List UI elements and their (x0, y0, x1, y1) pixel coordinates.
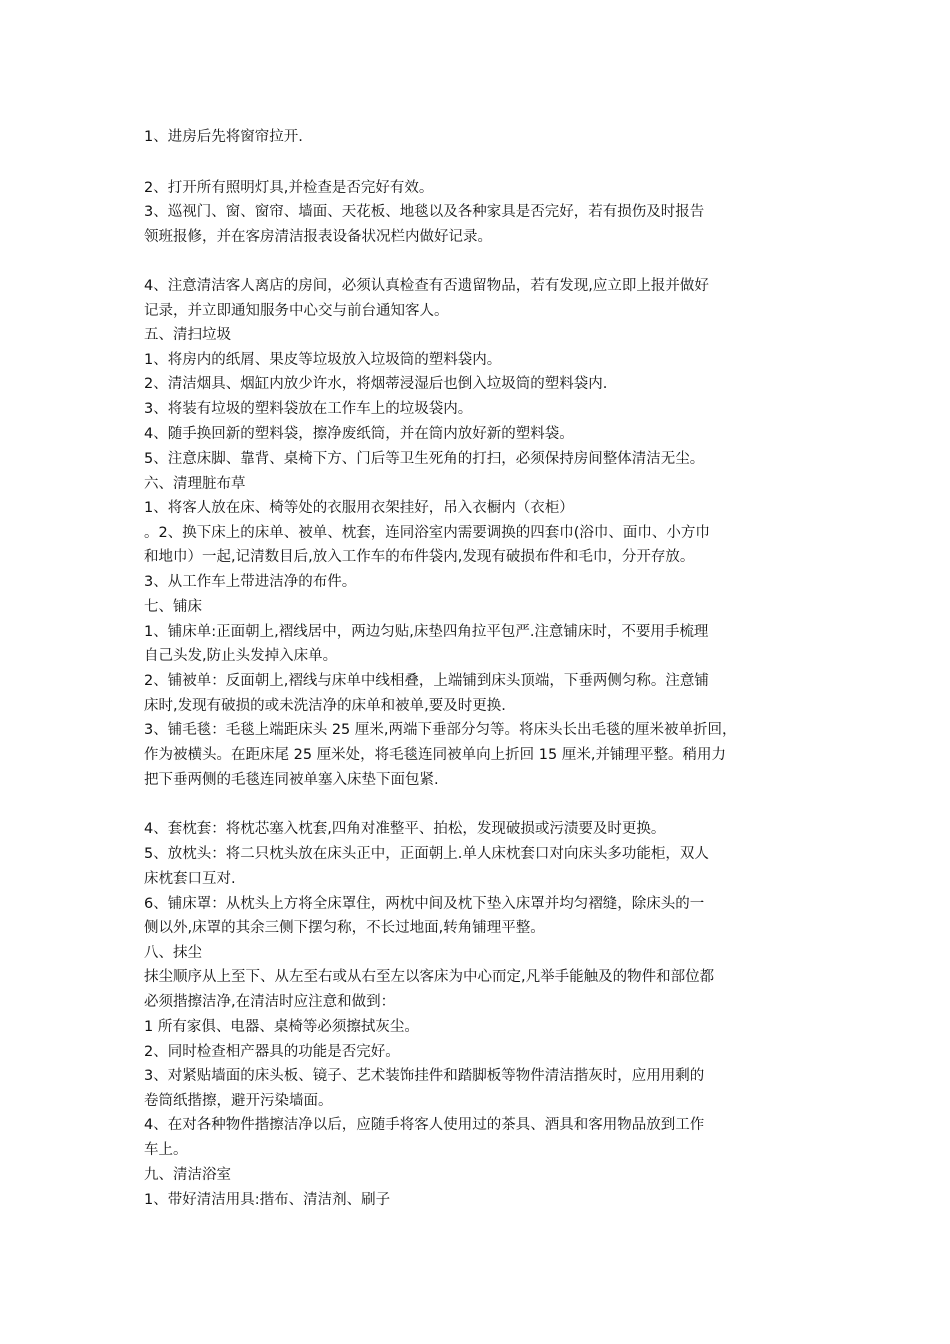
text-line: 抹尘顺序从上至下、从左至右或从右至左以客床为中心而定,凡举手能触及的物件和部位都 (144, 969, 715, 985)
text-line: 车上。 (144, 1142, 188, 1158)
text-line: 1、将客人放在床、椅等处的衣服用衣架挂好，吊入衣橱内（衣柜） (144, 500, 574, 516)
text-line: 2、打开所有照明灯具,并检查是否完好有效。 (144, 180, 434, 196)
text-line: 自己头发,防止头发掉入床单。 (144, 648, 338, 664)
text-line: 1 所有家俱、电器、桌椅等必须擦拭灰尘。 (144, 1019, 419, 1035)
text-line: 卷筒纸揩擦，避开污染墙面。 (144, 1093, 333, 1109)
text-line: 4、随手换回新的塑料袋，擦净废纸筒，并在筒内放好新的塑料袋。 (144, 426, 574, 442)
text-line: 把下垂两侧的毛毯连同被单塞入床垫下面包紧. (144, 772, 439, 788)
text-line: 4、套枕套：将枕芯塞入枕套,四角对准整平、拍松，发现破损或污渍要及时更换。 (144, 821, 666, 837)
text-line: 和地巾）一起,记清数目后,放入工作车的布件袋内,发现有破损布件和毛巾，分开存放。 (144, 549, 695, 565)
text-line: 床时,发现有破损的或未洗洁净的床单和被单,要及时更换. (144, 698, 506, 714)
section-heading: 七、铺床 (144, 599, 202, 615)
text-line: 6、铺床罩：从枕头上方将全床罩住，两枕中间及枕下垫入床罩并均匀褶缝，除床头的一 (144, 896, 705, 912)
text-line: 2、清洁烟具、烟缸内放少许水，将烟蒂浸湿后也倒入垃圾筒的塑料袋内. (144, 376, 608, 392)
text-line: 作为被横头。在距床尾 25 厘米处，将毛毯连同被单向上折回 15 厘米,并铺理平整。稍用力 (144, 747, 726, 763)
text-line: 必须揩擦洁净,在清洁时应注意和做到： (144, 994, 396, 1010)
text-line: 3、巡视门、窗、窗帘、墙面、天花板、地毯以及各种家具是否完好，若有损伤及时报告 (144, 204, 705, 220)
text-line: 5、注意床脚、靠背、桌椅下方、门后等卫生死角的打扫，必须保持房间整体清洁无尘。 (144, 451, 705, 467)
text-line: 2、同时检查相产器具的功能是否完好。 (144, 1044, 400, 1060)
text-line: 4、在对各种物件揩擦洁净以后，应随手将客人使用过的茶具、酒具和客用物品放到工作 (144, 1117, 705, 1133)
section-heading: 五、清扫垃圾 (144, 327, 231, 343)
text-line: 3、对紧贴墙面的床头板、镜子、艺术装饰挂件和踏脚板等物件清洁揩灰时，应用用剩的 (144, 1068, 705, 1084)
text-line: 记录，并立即通知服务中心交与前台通知客人。 (144, 303, 449, 319)
text-line: 1、将房内的纸屑、果皮等垃圾放入垃圾筒的塑料袋内。 (144, 352, 502, 368)
text-line: 3、将装有垃圾的塑料袋放在工作车上的垃圾袋内。 (144, 401, 473, 417)
text-line: 3、从工作车上带进洁净的布件。 (144, 574, 357, 590)
section-heading: 六、清理脏布草 (144, 476, 246, 492)
text-line: 1、进房后先将窗帘拉开. (144, 129, 303, 145)
section-heading: 九、清洁浴室 (144, 1167, 231, 1183)
text-line: 4、注意清洁客人离店的房间，必须认真检查有否遗留物品，若有发现,应立即上报并做好 (144, 278, 709, 294)
text-line: 1、带好清洁用具:揩布、清洁剂、刷子 (144, 1192, 391, 1208)
text-line: 侧以外,床罩的其余三侧下摆匀称，不长过地面,转角铺理平整。 (144, 920, 545, 936)
text-line: 1、铺床单:正面朝上,褶线居中，两边匀贴,床垫四角拉平包严.注意铺床时，不要用手梳理 (144, 624, 709, 640)
text-line: 3、铺毛毯：毛毯上端距床头 25 厘米,两端下垂部分匀等。将床头长出毛毯的厘米被单折回， (144, 722, 737, 738)
text-line: 5、放枕头：将二只枕头放在床头正中，正面朝上.单人床枕套口对向床头多功能柜，双人 (144, 846, 709, 862)
text-line: 。2、换下床上的床单、被单、枕套，连同浴室内需要调换的四套巾(浴巾、面巾、小方巾 (144, 525, 710, 541)
section-heading: 八、抹尘 (144, 945, 202, 961)
text-line: 领班报修，并在客房清洁报表设备状况栏内做好记录。 (144, 229, 492, 245)
text-line: 2、铺被单：反面朝上,褶线与床单中线相叠，上端铺到床头顶端，下垂两侧匀称。注意铺 (144, 673, 709, 689)
text-line: 床枕套口互对. (144, 871, 236, 887)
